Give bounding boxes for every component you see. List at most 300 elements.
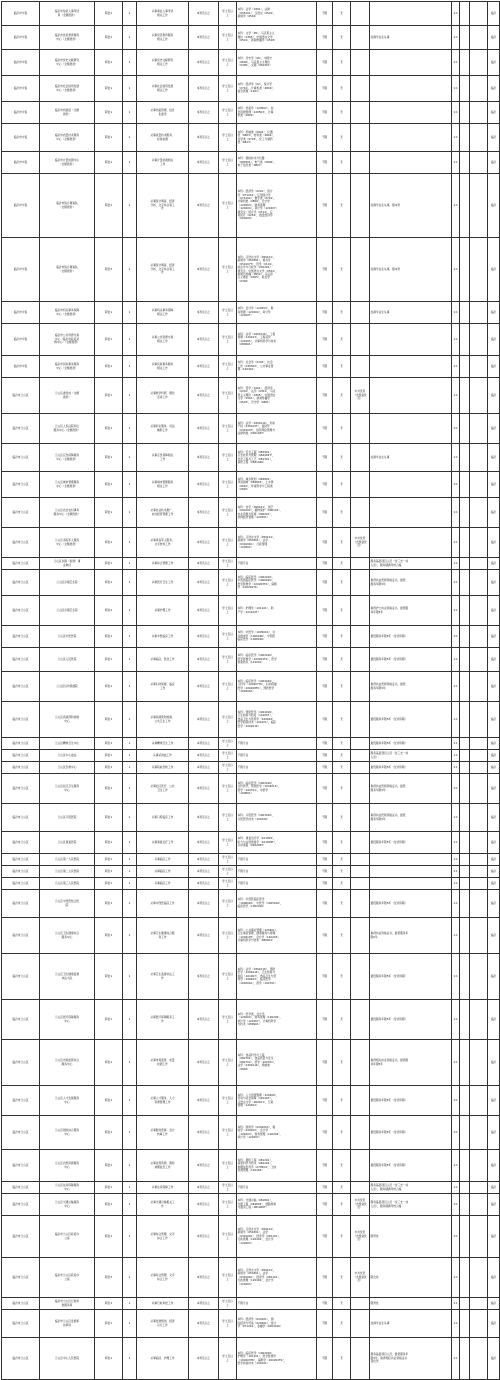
cell-text: 不限专业: [237, 1300, 249, 1305]
table-cell: [40, 954, 95, 1000]
cell-text: 临沂: [490, 59, 497, 64]
table-cell: [2, 866, 40, 878]
table-cell: [2, 1298, 40, 1310]
cell-text: 从事计量检测相关 工作: [151, 158, 174, 166]
table-cell: [2, 558, 40, 570]
cell-text: 从事应急保障相关 工作: [151, 453, 174, 461]
cell-text: 1:1: [453, 900, 458, 905]
cell-text: 无: [340, 392, 343, 397]
table-cell: [333, 76, 351, 102]
cell-text: 本科及以上: [196, 1129, 211, 1134]
cell-text: 不限: [321, 509, 328, 514]
table-cell: [470, 626, 488, 648]
cell-text: 从事事业人事考试 相关工作: [151, 9, 174, 17]
table-cell: [452, 774, 460, 804]
table-cell: [189, 774, 219, 804]
cell-text: 无: [340, 85, 343, 90]
table-cell: [488, 102, 500, 124]
table-cell: [370, 738, 452, 750]
table-cell: [95, 152, 123, 174]
table-cell: [2, 954, 40, 1000]
table-cell: [237, 50, 317, 76]
table-cell: [189, 1216, 219, 1258]
table-cell: [219, 76, 237, 102]
cell-text: 不限: [321, 764, 328, 769]
table-row: [2, 528, 500, 558]
cell-text: 临沂市兰山区: [12, 932, 29, 937]
table-cell: [452, 832, 460, 854]
cell-text: 1:1: [453, 34, 458, 39]
cell-text: 1: [128, 309, 131, 314]
table-cell: [237, 918, 317, 954]
table-cell: [488, 238, 500, 302]
cell-text: 1: [128, 1129, 131, 1134]
cell-text: 临沂: [490, 633, 497, 638]
cell-text: 不限: [321, 481, 328, 486]
table-cell: [123, 498, 137, 528]
table-cell: [370, 302, 452, 324]
cell-text: 1:1: [453, 1355, 458, 1360]
cell-text: 临沂: [490, 1274, 497, 1279]
table-cell: [460, 124, 470, 152]
cell-text: 本科：经济学（0201），统计 学（071201），应用统计学 （071202），数学类（0701）， 计算机类（0809），会计学 （120203），财务管理 （120204），审计学（120207） 研究生：统计学（0714），应 用统计（0252），数量经济学 （020209）: [237, 189, 279, 221]
cell-text: 学士及以 上: [222, 682, 233, 690]
table-row: [2, 1310, 500, 1338]
table-cell: [237, 1150, 317, 1182]
table-cell: [460, 76, 470, 102]
cell-text: 1: [128, 1233, 131, 1238]
cell-text: 最低服务年限5年（含试用期）: [370, 633, 408, 638]
cell-text: 中共党员 （含预备党 员）: [353, 389, 367, 401]
table-row: [2, 1116, 500, 1150]
table-cell: [488, 528, 500, 558]
table-cell: [470, 174, 488, 238]
table-cell: [40, 750, 95, 762]
table-cell: [219, 324, 237, 356]
table-cell: [470, 1258, 488, 1298]
table-cell: [237, 1310, 317, 1338]
cell-text: 临沂市兰山区: [12, 509, 29, 514]
cell-text: 1:1: [453, 509, 458, 514]
table-cell: [95, 472, 123, 498]
table-cell: [452, 1216, 460, 1258]
cell-text: 本科及以上: [196, 109, 211, 114]
cell-text: 本科：食品科学与工程 （082701），食品质量与安全 （082702），药学（100701）， 法学（030101K），机械类 （0802）: [237, 1052, 277, 1071]
table-cell: [237, 570, 317, 596]
table-cell: [2, 324, 40, 356]
cell-text: 临沂市兰山区行政审 批服务局: [54, 1299, 80, 1307]
cell-text: 学士及以 上: [222, 84, 233, 92]
table-cell: [137, 570, 189, 596]
cell-text: 无: [340, 932, 343, 937]
table-cell: [452, 702, 460, 738]
table-cell: [460, 866, 470, 878]
table-cell: [2, 302, 40, 324]
table-cell: [237, 1194, 317, 1216]
table-cell: [189, 832, 219, 854]
cell-text: 1:1: [453, 109, 458, 114]
cell-text: 取得相关执业资格证书，最低服 务年限5年: [370, 1058, 409, 1066]
table-cell: [460, 174, 470, 238]
table-cell: [488, 444, 500, 472]
table-cell: [95, 1086, 123, 1116]
table-cell: [370, 378, 452, 414]
cell-text: 本科：文学（05），马克思主义 理论（0305），中国语言文学 （0501），新闻传播学（0503）: [237, 31, 277, 43]
cell-text: 不限: [321, 932, 328, 937]
table-cell: [317, 302, 333, 324]
table-cell: [2, 1040, 40, 1086]
table-cell: [95, 1194, 123, 1216]
table-cell: [488, 774, 500, 804]
table-cell: [237, 102, 317, 124]
cell-text: 本科：公共事业管理（120401）， 卫生事业管理，健康服务与管理 （120410T），会计学（120203）， 计算机科学与技术（080901）: [237, 927, 282, 942]
cell-text: 不限: [321, 814, 328, 819]
table-cell: [470, 238, 488, 302]
table-row: [2, 1298, 500, 1310]
cell-text: 临沂市民政事务服务 中心（全额拨款）: [54, 362, 80, 370]
table-cell: [137, 528, 189, 558]
cell-text: 临沂: [490, 868, 497, 873]
table-cell: [219, 954, 237, 1000]
cell-text: 本科及以上: [196, 932, 211, 937]
table-cell: [488, 1258, 500, 1298]
table-cell: [123, 648, 137, 672]
table-cell: [317, 2, 333, 26]
table-cell: [317, 124, 333, 152]
cell-text: 1:1: [453, 539, 458, 544]
table-cell: [137, 378, 189, 414]
cell-text: 无: [340, 1233, 343, 1238]
cell-text: 1:1: [453, 1016, 458, 1021]
table-cell: [40, 472, 95, 498]
table-cell: [189, 2, 219, 26]
cell-text: 不限: [321, 1016, 328, 1021]
table-cell: [237, 832, 317, 854]
table-cell: [370, 1086, 452, 1116]
table-cell: [452, 1310, 460, 1338]
table-cell: [237, 626, 317, 648]
table-cell: [40, 1182, 95, 1194]
table-cell: [351, 1338, 370, 1380]
table-cell: [40, 774, 95, 804]
cell-text: 兰山区口腔医院: [57, 814, 77, 819]
table-cell: [189, 866, 219, 878]
cell-text: 临沂: [490, 1184, 497, 1189]
table-row: [2, 50, 500, 76]
table-cell: [460, 1216, 470, 1258]
table-cell: [237, 528, 317, 558]
table-cell: [460, 26, 470, 50]
table-cell: [460, 1298, 470, 1310]
table-cell: [370, 750, 452, 762]
cell-text: 1:1: [453, 454, 458, 459]
cell-text: 本科：汉语言文学（050101）， 新闻学（050301），法学 （030101K），行政管理 （120402）: [237, 534, 277, 549]
table-cell: [488, 1310, 500, 1338]
table-cell: [470, 498, 488, 528]
table-cell: [219, 750, 237, 762]
table-row: [2, 866, 500, 878]
table-cell: [370, 804, 452, 832]
cell-text: 职位1: [104, 34, 113, 39]
table-cell: [219, 26, 237, 50]
table-cell: [488, 2, 500, 26]
table-cell: [452, 528, 460, 558]
table-cell: [370, 1298, 452, 1310]
table-cell: [333, 498, 351, 528]
cell-text: 临沂市机关事务保障 中心（全额拨款）: [54, 308, 80, 316]
cell-text: 学士及以 上: [222, 9, 233, 17]
table-cell: [40, 890, 95, 918]
table-cell: [488, 174, 500, 238]
table-cell: [317, 954, 333, 1000]
cell-text: 限男性: [370, 1233, 379, 1238]
table-cell: [317, 50, 333, 76]
cell-text: 学士及以 上: [222, 362, 233, 370]
cell-text: 无: [340, 607, 343, 612]
table-cell: [460, 954, 470, 1000]
cell-text: 不限: [321, 59, 328, 64]
cell-text: 职位1: [104, 856, 113, 861]
table-cell: [317, 1310, 333, 1338]
cell-text: 不限: [321, 363, 328, 368]
cell-text: 最低服务年限5年（含试用期）: [370, 716, 408, 721]
table-cell: [40, 324, 95, 356]
cell-text: 1:1: [453, 159, 458, 164]
cell-text: 从事综合管理、文字 综合工作: [150, 1232, 175, 1240]
cell-text: 从事医疗保障服务工 作: [150, 1015, 175, 1023]
table-cell: [237, 324, 317, 356]
cell-text: 本科：口腔医学（100301K）， 口腔医学技术（101006）: [237, 813, 276, 821]
table-cell: [189, 50, 219, 76]
cell-text: 从事卫生监督执法工 作: [150, 972, 175, 980]
table-cell: [452, 1298, 460, 1310]
table-cell: [333, 528, 351, 558]
table-row: [2, 152, 500, 174]
cell-text: 从事妇幼保健、临床 工作: [150, 682, 175, 690]
cell-text: 1:1: [453, 785, 458, 790]
cell-text: 临沂市兰山区: [12, 1184, 29, 1189]
table-cell: [460, 804, 470, 832]
cell-text: 学士及以 上: [222, 715, 233, 723]
table-cell: [137, 878, 189, 890]
cell-text: 1: [128, 1097, 131, 1102]
cell-text: 学士及以 上: [222, 133, 233, 141]
table-cell: [189, 750, 219, 762]
cell-text: 职位1: [104, 880, 113, 885]
cell-text: 不限: [321, 392, 328, 397]
cell-text: 最低服务年限5年（含试用期）: [370, 764, 408, 769]
table-cell: [95, 1182, 123, 1194]
table-cell: [123, 378, 137, 414]
table-cell: [219, 626, 237, 648]
cell-text: 从事疾病预防控制、 公共卫生工作: [150, 715, 175, 723]
table-cell: [237, 702, 317, 738]
table-cell: [237, 804, 317, 832]
table-cell: [137, 672, 189, 702]
cell-text: 不限: [321, 785, 328, 790]
table-cell: [470, 26, 488, 50]
cell-text: 无: [340, 1184, 343, 1189]
table-cell: [219, 832, 237, 854]
table-row: [2, 1040, 500, 1086]
table-cell: [123, 750, 137, 762]
table-cell: [123, 738, 137, 750]
table-cell: [2, 472, 40, 498]
cell-text: 最低服务年限5年（含试用期）: [370, 1016, 408, 1021]
table-cell: [452, 738, 460, 750]
cell-text: 学士及以 上: [222, 58, 233, 66]
cell-text: 最低服务年限5年（含试用期）: [370, 900, 408, 905]
table-cell: [123, 1258, 137, 1298]
table-cell: [189, 414, 219, 444]
table-cell: [317, 596, 333, 626]
table-cell: [237, 1116, 317, 1150]
cell-text: 学士及以 上: [222, 1200, 233, 1208]
table-cell: [219, 472, 237, 498]
cell-text: 1: [128, 880, 131, 885]
cell-text: 1:1: [453, 59, 458, 64]
table-cell: [2, 1194, 40, 1216]
table-cell: [488, 738, 500, 750]
table-cell: [470, 528, 488, 558]
cell-text: 不限: [321, 579, 328, 584]
cell-text: 限男性: [370, 1300, 379, 1305]
cell-text: 兰山区急救中心: [57, 764, 77, 769]
table-cell: [95, 738, 123, 750]
table-cell: [95, 702, 123, 738]
cell-text: 本科及以上: [196, 336, 211, 341]
cell-text: 兰山区应急保障服务 中心（全额拨款）: [54, 453, 80, 461]
table-cell: [189, 738, 219, 750]
table-cell: [95, 878, 123, 890]
cell-text: 1: [128, 973, 131, 978]
table-cell: [488, 1040, 500, 1086]
table-cell: [333, 414, 351, 444]
cell-text: 兰山区交通运输服务 中心: [54, 1200, 80, 1208]
table-cell: [333, 356, 351, 378]
cell-text: 兰山区卫生健康监督 执法大队: [54, 972, 80, 980]
table-cell: [470, 1338, 488, 1380]
cell-text: 临沂市兰山区: [12, 764, 29, 769]
cell-text: 临沂: [490, 716, 497, 721]
cell-text: 不限: [321, 607, 328, 612]
table-cell: [189, 238, 219, 302]
cell-text: 无: [340, 59, 343, 64]
table-cell: [452, 124, 460, 152]
cell-text: 不限: [321, 1233, 328, 1238]
table-cell: [488, 626, 500, 648]
table-cell: [370, 1040, 452, 1086]
cell-text: 1:1: [453, 266, 458, 271]
table-cell: [95, 648, 123, 672]
cell-text: 临沂市兰山区: [12, 785, 29, 790]
cell-text: 不限: [321, 1129, 328, 1134]
table-cell: [2, 1338, 40, 1380]
cell-text: 不限: [321, 1162, 328, 1167]
cell-text: 学士及以 上: [222, 931, 233, 939]
table-cell: [460, 1258, 470, 1298]
cell-text: 本科及以上: [196, 814, 211, 819]
table-cell: [219, 50, 237, 76]
cell-text: 1: [128, 59, 131, 64]
cell-text: 职位1: [104, 1233, 113, 1238]
cell-text: 本科及以上: [196, 839, 211, 844]
table-cell: [470, 866, 488, 878]
table-cell: [95, 1000, 123, 1040]
table-row: [2, 854, 500, 866]
cell-text: 从事中西医临床工作: [150, 900, 175, 905]
cell-text: 从事退役军人服务、 文字材料工作: [150, 538, 175, 546]
table-cell: [460, 672, 470, 702]
cell-text: 临沂: [490, 839, 497, 844]
table-cell: [351, 26, 370, 50]
table-cell: [351, 444, 370, 472]
table-cell: [370, 124, 452, 152]
table-cell: [137, 738, 189, 750]
table-cell: [2, 1258, 40, 1298]
table-cell: [237, 954, 317, 1000]
table-cell: [452, 626, 460, 648]
table-cell: [333, 444, 351, 472]
cell-text: 学士及以 上: [222, 813, 233, 821]
table-cell: [460, 302, 470, 324]
table-row: [2, 472, 500, 498]
table-cell: [452, 878, 460, 890]
table-cell: [351, 626, 370, 648]
table-cell: [219, 498, 237, 528]
table-cell: [470, 378, 488, 414]
table-cell: [95, 570, 123, 596]
table-cell: [219, 378, 237, 414]
table-cell: [317, 1216, 333, 1258]
table-cell: [137, 302, 189, 324]
cell-text: 本科：临床医学（100201K）， 护理学（101101），医学影像学 （100203TK），麻醉学（100202TK）， 医学检验技术（101001）: [237, 1350, 287, 1365]
cell-text: 临沂: [490, 309, 497, 314]
table-cell: [333, 50, 351, 76]
table-cell: [189, 1000, 219, 1040]
table-cell: [460, 878, 470, 890]
cell-text: 不限: [321, 85, 328, 90]
table-cell: [123, 1194, 137, 1216]
table-cell: [460, 152, 470, 174]
cell-text: 本科：临床医学（100201K）， 儿科学（100207TK），妇幼保健 医学（100208TK），预防医学 （100401K）: [237, 678, 277, 693]
cell-text: 职位1: [104, 85, 113, 90]
table-cell: [40, 672, 95, 702]
table-cell: [460, 558, 470, 570]
cell-text: 临沂: [490, 1129, 497, 1134]
table-cell: [452, 378, 460, 414]
table-cell: [40, 1086, 95, 1116]
cell-text: 学士及以 上: [222, 1058, 233, 1066]
cell-text: 本科及以上: [196, 752, 211, 757]
table-cell: [40, 528, 95, 558]
table-cell: [333, 238, 351, 302]
table-row: [2, 558, 500, 570]
table-cell: [219, 596, 237, 626]
table-cell: [333, 152, 351, 174]
table-cell: [137, 702, 189, 738]
cell-text: 学士及以 上: [222, 1299, 233, 1307]
table-cell: [351, 672, 370, 702]
table-cell: [2, 596, 40, 626]
cell-text: 最低服务年限5年（含试用期）: [370, 1129, 408, 1134]
table-cell: [123, 774, 137, 804]
table-cell: [137, 596, 189, 626]
table-cell: [488, 702, 500, 738]
table-cell: [488, 1298, 500, 1310]
cell-text: 本科及以上: [196, 1184, 211, 1189]
cell-text: 临沂市中直: [13, 134, 28, 139]
